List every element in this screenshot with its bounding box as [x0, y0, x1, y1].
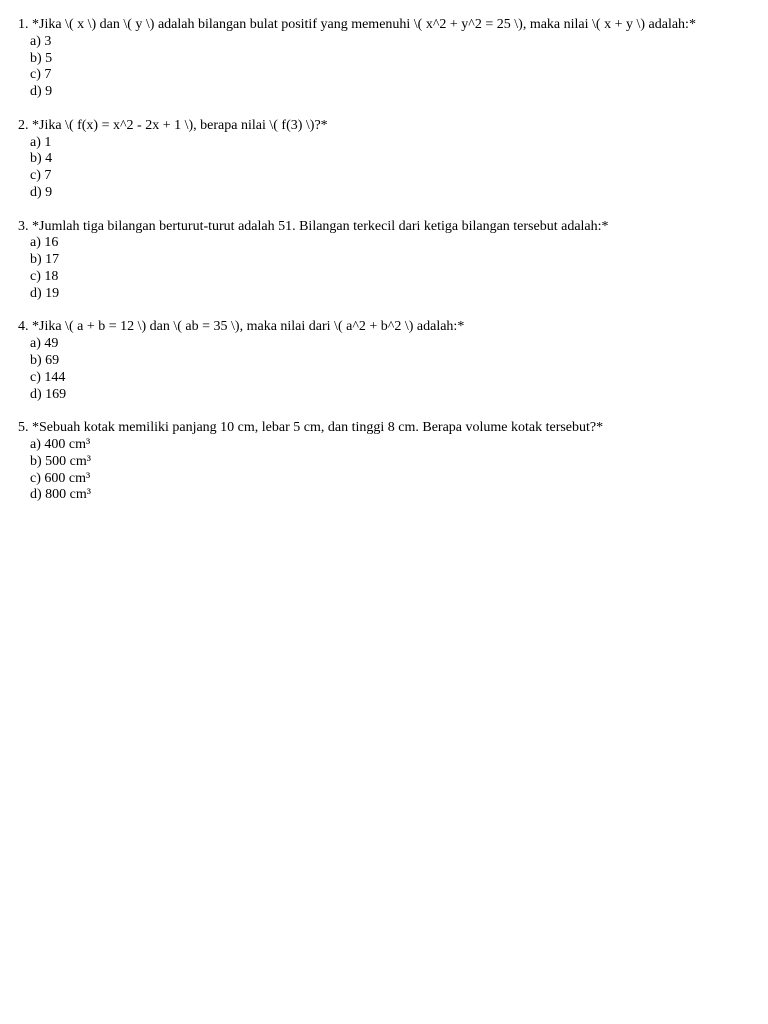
question-text: 5. *Sebuah kotak memiliki panjang 10 cm, lebar 5 cm, dan tinggi 8 cm. Berapa volume kotak tersebut?*: [18, 420, 604, 436]
option-list: [18, 336, 768, 403]
option-list: [18, 437, 768, 504]
option-a: a) 3: [30, 33, 52, 49]
question-3: [18, 219, 768, 303]
option-d: d) 9: [30, 184, 53, 200]
option-c: c) 7: [30, 67, 52, 83]
question-text: 2. *Jika \( f(x) = x^2 - 2x + 1 \), berapa nilai \( f(3) \)?*: [18, 117, 328, 133]
option-d: d) 9: [30, 84, 53, 100]
option-d: d) 800 cm³: [30, 487, 91, 503]
question-4: [18, 319, 768, 403]
option-a: a) 1: [30, 134, 52, 150]
option-a: a) 49: [30, 336, 59, 352]
question-1: [18, 17, 768, 101]
question-text: 1. *Jika \( x \) dan \( y \) adalah bilangan bulat positif yang memenuhi \( x^2 + y^2 = 25 \), maka nilai \( x + y \) adalah:*: [18, 17, 696, 32]
option-b: b) 69: [30, 352, 60, 368]
option-d: d) 19: [30, 285, 60, 301]
question-text: 4. *Jika \( a + b = 12 \) dan \( ab = 35 \), maka nilai dari \( a^2 + b^2 \) adalah:*: [18, 319, 465, 335]
option-a: a) 16: [30, 235, 59, 251]
option-b: b) 500 cm³: [30, 453, 91, 469]
option-b: b) 17: [30, 252, 60, 268]
question-5: [18, 420, 768, 504]
option-b: b) 4: [30, 151, 53, 167]
option-a: a) 400 cm³: [30, 436, 91, 452]
option-list: [18, 34, 768, 101]
option-d: d) 169: [30, 386, 67, 402]
option-list: [18, 235, 768, 302]
option-c: c) 600 cm³: [30, 470, 91, 486]
option-list: [18, 135, 768, 202]
option-b: b) 5: [30, 50, 53, 66]
option-c: c) 7: [30, 168, 52, 184]
option-c: c) 18: [30, 268, 59, 284]
option-c: c) 144: [30, 369, 66, 385]
question-2: [18, 118, 768, 202]
question-text: 3. *Jumlah tiga bilangan berturut-turut adalah 51. Bilangan terkecil dari ketiga bilangan tersebut adalah:*: [18, 218, 609, 234]
